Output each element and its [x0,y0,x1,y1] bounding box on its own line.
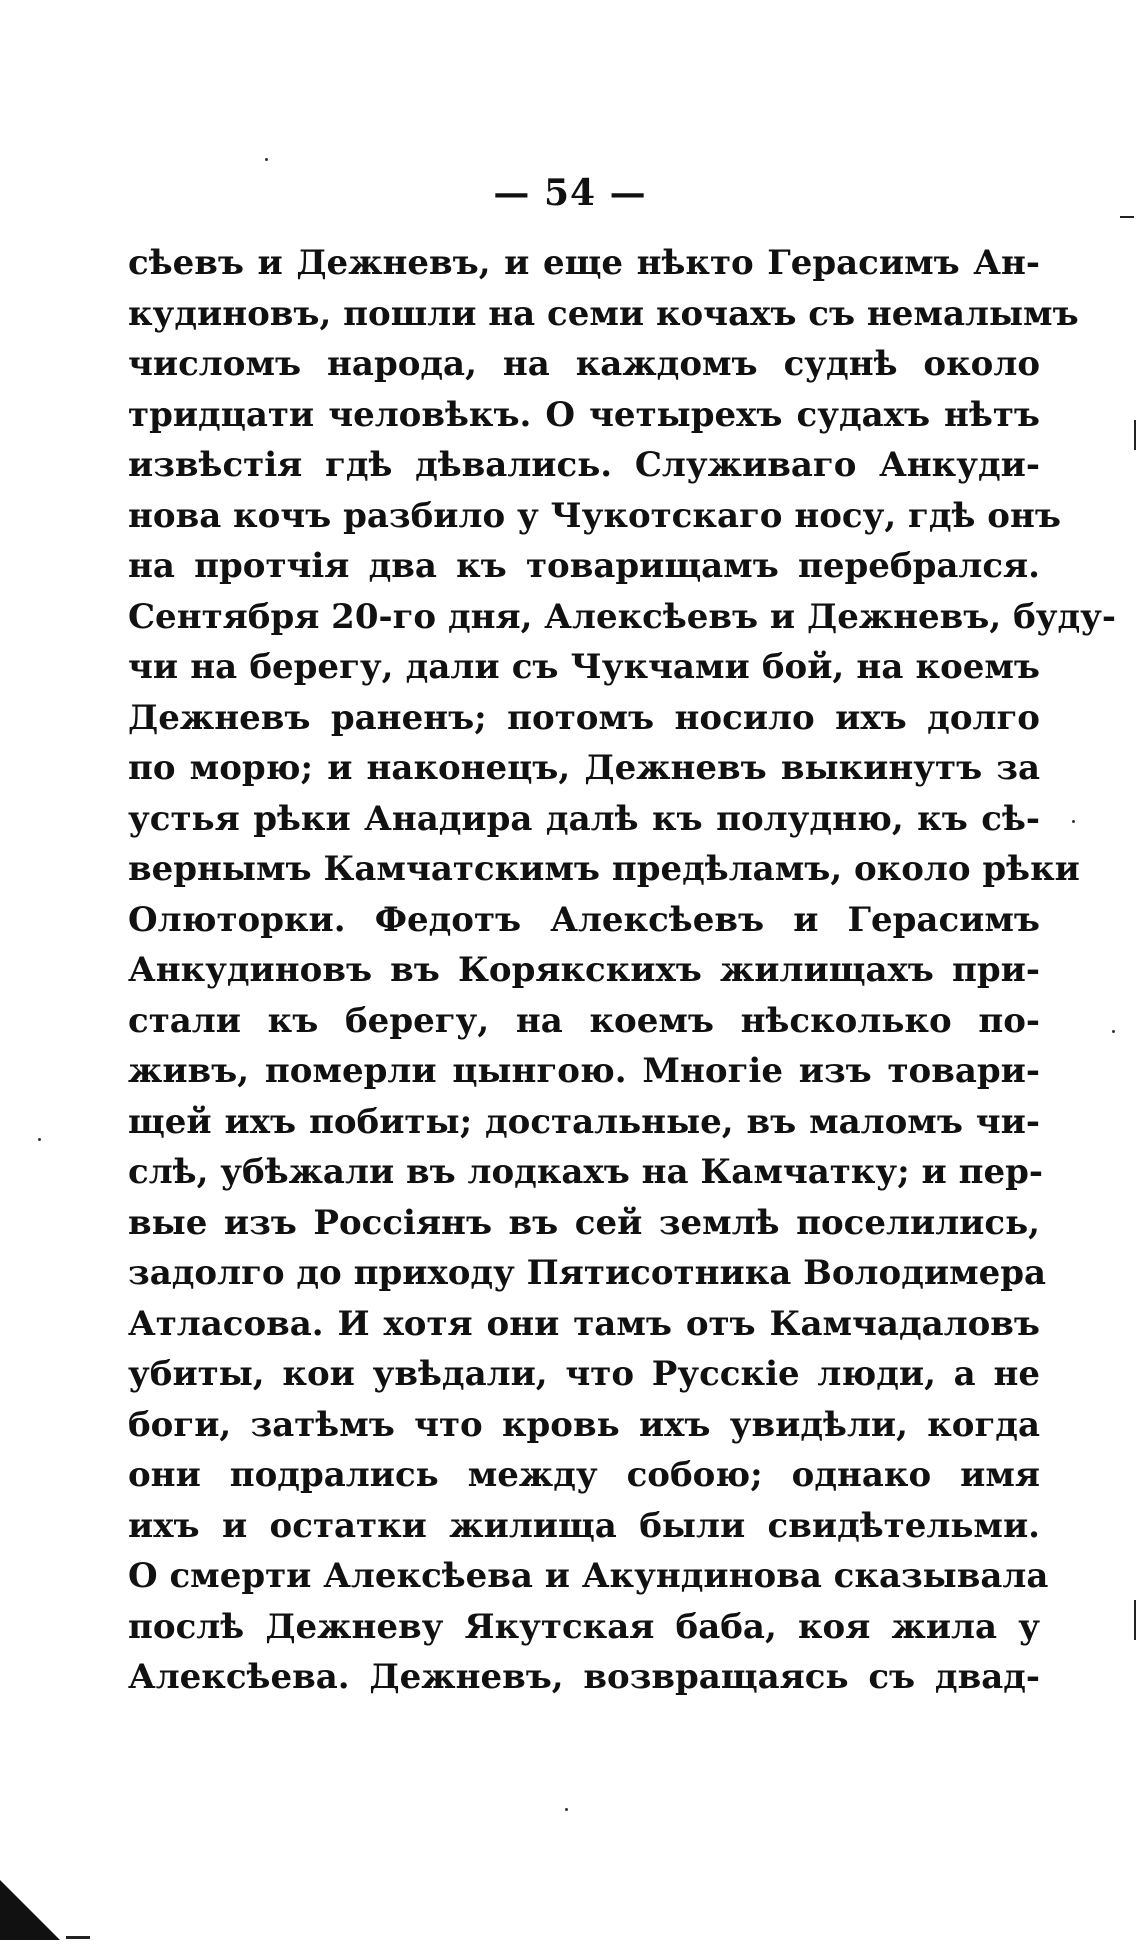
scan-edge-mark [1134,420,1136,450]
text-line: чи на берегу, дали съ Чукчами бой, на коемъ [128,647,1040,687]
text-line: Анкудиновъ въ Корякскихъ жилищахъ при- [128,950,1040,990]
text-line: живъ, померли цынгою. Многіе изъ товари- [128,1051,1040,1091]
text-line: Сентября 20-го дня, Алексѣевъ и Дежневъ, буду- [128,596,1117,637]
text-line: Дежневъ раненъ; потомъ носило ихъ долго [128,697,1040,738]
text-line: устья рѣки Анадира далѣ къ полудню, къ сѣ- [128,798,1040,839]
text-line: Олюторки. Федотъ Алексѣевъ и Герасимъ [128,899,1040,940]
text-line: Атласова. И хотя они тамъ отъ Камчадаловъ [128,1303,1040,1344]
scan-speck [38,1138,41,1141]
scan-edge-mark [1120,216,1134,218]
text-line: кудиновъ, пошли на семи кочахъ съ немалымъ [128,293,1079,334]
scan-speck [1072,820,1075,823]
text-line: убиты, кои увѣдали, что Русскіе люди, а не [128,1354,1040,1394]
text-line: стали къ берегу, на коемъ нѣсколько по- [128,1000,1040,1041]
text-line: вые изъ Россіянъ въ сей землѣ поселились, [128,1202,1040,1243]
text-line: на протчія два къ товарищамъ перебрался. [128,546,1040,586]
text-line: вернымъ Камчатскимъ предѣламъ, около рѣки [128,849,1080,889]
text-line: послѣ Дежневу Якутская баба, коя жила у [128,1606,1040,1647]
text-line: задолго до приходу Пятисотника Володимера [128,1253,1047,1293]
page-number: — 54 — [493,172,647,214]
text-line: О смерти Алексѣева и Акундинова сказывала [128,1556,1049,1596]
scan-speck [265,158,268,161]
text-line: по морю; и наконецъ, Дежневъ выкинутъ за [128,748,1040,788]
text-line: боги, затѣмъ что кровь ихъ увидѣли, когда [128,1404,1040,1445]
text-line: они подрались между собою; однако имя [128,1455,1040,1495]
text-line: ихъ и остатки жилища были свидѣтельми. [128,1505,1040,1546]
scan-speck [565,1808,568,1811]
text-line: тридцати человѣкъ. О четырехъ судахъ нѣтъ [128,394,1040,435]
text-line: щей ихъ побиты; достальные, въ маломъ чи- [128,1101,1040,1142]
scan-corner-mark [0,1880,90,1940]
text-line: числомъ народа, на каждомъ суднѣ около [128,344,1040,384]
text-line: Алексѣева. Дежневъ, возвращаясь съ двад- [128,1657,1040,1697]
text-line: нова кочъ разбило у Чукотскаго носу, гдѣ онъ [128,495,1061,536]
scan-speck [1112,1030,1115,1033]
text-line: сѣевъ и Дежневъ, и еще нѣкто Герасимъ Ан- [128,243,1040,283]
scan-edge-mark [1134,1600,1136,1640]
body-text [128,238,1117,1703]
text-line: извѣстія гдѣ дѣвались. Служиваго Анкуди- [128,445,1040,485]
text-line: слѣ, убѣжали въ лодкахъ на Камчатку; и пер- [128,1152,1044,1192]
